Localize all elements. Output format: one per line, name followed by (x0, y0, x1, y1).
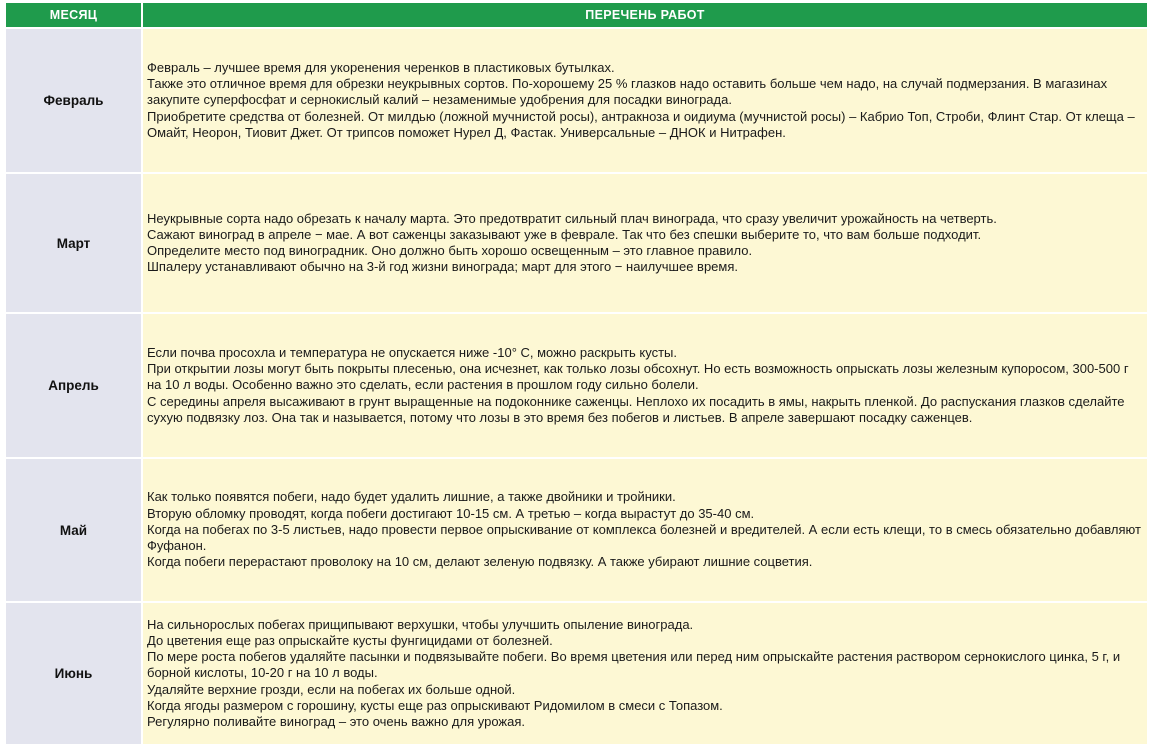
table-row-april (6, 314, 1147, 459)
work-item: Когда побеги перерастают проволоку на 10 см, делают зеленую подвязку. А также убирают лишние соцветия. (147, 554, 813, 570)
work-item: До цветения еще раз опрыскайте кусты фунгицидами от болезней. (147, 632, 553, 648)
work-item: Когда ягоды размером с горошину, кусты еще раз опрыскивают Ридомилом в смеси с Топазом. (147, 697, 723, 713)
work-list-cell (143, 174, 1147, 314)
month-cell: Июнь (6, 603, 143, 746)
work-item: Сажают виноград в апреле − мае. А вот саженцы заказывают уже в феврале. Так что без спешки выберите то, что вам больше подходит. (147, 226, 982, 242)
month-cell: Март (6, 174, 143, 314)
table-header-row (6, 3, 1147, 29)
month-cell: Февраль (6, 29, 143, 174)
work-item: При открытии лозы могут быть покрыты плесенью, она исчезнет, как только лозы обсохнут. Но есть возможность опрыскать лозы железным купоросом, 300-500 г на 10 л воды. Особенно важно это сделать, если растения в прошлом году сильно болели. (147, 361, 1129, 393)
work-item: Вторую обломку проводят, когда побеги достигают 10-15 см. А третью – когда вырастут до 35-40 см. (147, 505, 755, 521)
work-item: Удаляйте верхние грозди, если на побегах их больше одной. (147, 681, 516, 697)
month-cell: Май (6, 459, 143, 603)
table-row-june (6, 603, 1147, 746)
work-item: Как только появятся побеги, надо будет удалить лишние, а также двойники и тройники. (147, 489, 676, 505)
work-item: Регулярно поливайте виноград – это очень важно для урожая. (147, 714, 525, 729)
table-row-february (6, 29, 1147, 174)
work-item: Февраль – лучшее время для укоренения черенков в пластиковых бутылках. (147, 59, 615, 75)
work-item: Когда на побегах по 3-5 листьев, надо провести первое опрыскивание от комплекса болезней и вредителей. А если есть клещи, то в смесь обязательно добавляют Фуфанон. (147, 521, 1141, 554)
work-item: Также это отличное время для обрезки неукрывных сортов. По-хорошему 25 % глазков надо оставить больше чем надо, на случай подмерзания. В магазинах закупите суперфосфат и сернокислый калий – незаменимые удобрения для посадки винограда. (147, 76, 1108, 108)
work-list-cell (143, 459, 1147, 603)
table-row-march (6, 174, 1147, 314)
work-item: По мере роста побегов удаляйте пасынки и подвязывайте побеги. Во время цветения или перед ним опрыскайте растения раствором сернокислого цинка, 5 г, и борной кислоты, 10-20 г на 10 л воды. (147, 649, 1121, 681)
work-item: Приобретите средства от болезней. От милдью (ложной мучнистой росы), антракноза и оидиума (мучнистой росы) – Кабрио Топ, Строби, Флинт Стар. От клеща – Омайт, Неорон, Тиовит Джет. От трипсов поможет Нурел Д, Фастак. Универсальные – ДНОК и Нитрафен. (147, 108, 1135, 140)
month-column-header: МЕСЯЦ (6, 3, 143, 29)
grape-calendar-sheet (6, 3, 1147, 746)
work-item: С середины апреля высаживают в грунт выращенные на подоконнике саженцы. Неплохо их посадить в ямы, накрыть пленкой. До распускания глазков сделайте сухую подвязку лоз. Она так и называется, потому что лозы в это время без побегов и листьев. В апреле завершают посадку саженцев. (147, 393, 1125, 425)
work-list-cell (143, 603, 1147, 746)
table-row-may (6, 459, 1147, 603)
work-item: Определите место под виноградник. Оно должно быть хорошо освещенным – это главное правило. (147, 243, 753, 258)
work-item: Если почва просохла и температура не опускается ниже -10° С, можно раскрыть кусты. (147, 344, 678, 360)
work-item: На сильнорослых побегах прищипывают верхушки, чтобы улучшить опыление винограда. (147, 616, 694, 632)
work-list-cell (143, 29, 1147, 174)
month-cell: Апрель (6, 314, 143, 459)
work-item: Шпалеру устанавливают обычно на 3-й год жизни винограда; март для этого − наилучшее время. (147, 259, 738, 275)
grape-work-table (6, 3, 1147, 746)
work-list-cell (143, 314, 1147, 459)
work-item: Неукрывные сорта надо обрезать к началу марта. Это предотвратит сильный плач винограда, что сразу увеличит урожайность на четверть. (147, 210, 997, 226)
works-column-header: ПЕРЕЧЕНЬ РАБОТ (143, 3, 1147, 29)
